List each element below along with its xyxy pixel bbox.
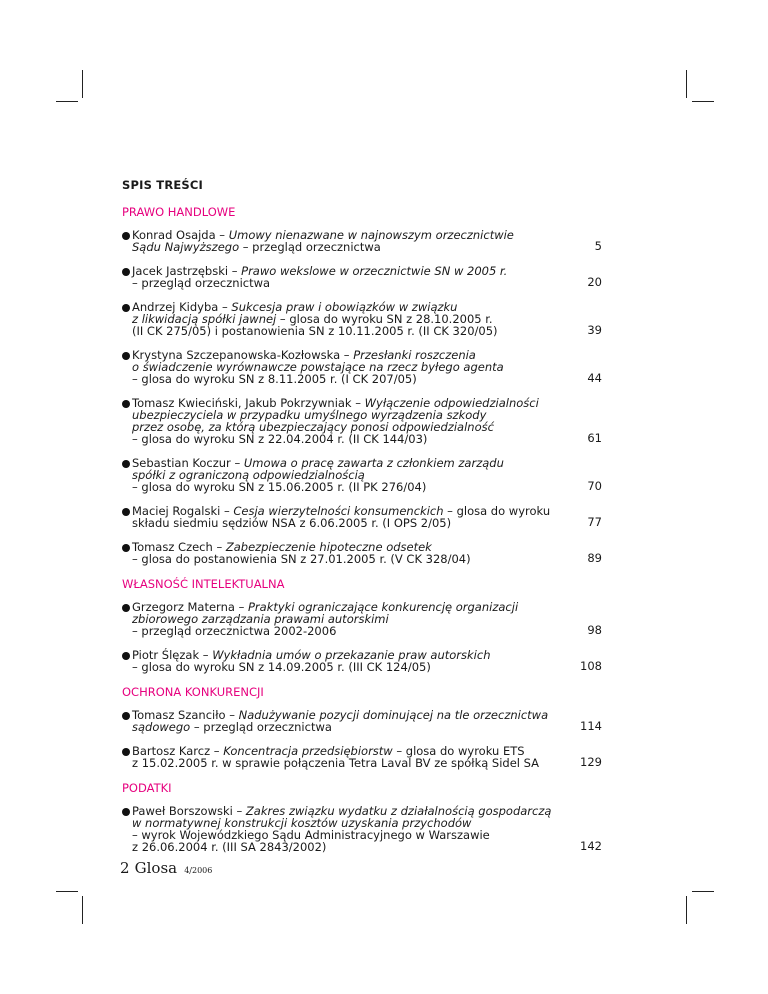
entry-title: Prawo wekslowe w orzecznictwie SN w 2005 r. — [241, 264, 508, 278]
entry-text — [122, 349, 572, 385]
entry-title: w normatywnej konstrukcji kosztów uzyskania przychodów — [132, 816, 472, 830]
entry-title: Zakres związku wydatku z działalnością gospodarczą — [245, 804, 552, 818]
entry-title: przez osobę, za którą ubezpieczający ponosi odpowiedzialność — [132, 420, 494, 434]
entry-text — [122, 229, 572, 253]
entry-text — [122, 457, 572, 493]
bullet-icon — [122, 352, 130, 360]
entry-line — [132, 841, 572, 853]
entry-text — [122, 301, 572, 337]
crop-mark — [82, 896, 83, 924]
entry-page-number: 129 — [580, 755, 602, 769]
section-title: WŁASNOŚĆ INTELEKTUALNA — [122, 577, 285, 591]
toc-entry[interactable] — [122, 541, 602, 565]
crop-mark — [686, 70, 687, 98]
entry-title: Przesłanki roszczenia — [353, 348, 476, 362]
entry-title: o świadczenie wyrównawcze powstające na rzecz byłego agenta — [132, 360, 504, 374]
entry-author: Tomasz Czech – — [132, 540, 226, 554]
entry-author: Maciej Rogalski – — [132, 504, 234, 518]
entry-rest: z 26.06.2004 r. (III SA 2843/2002) — [132, 840, 327, 854]
entry-rest: – glosa do wyroku SN z 8.11.2005 r. (I CK 207/05) — [132, 372, 417, 386]
toc-title: SPIS TREŚCI — [122, 178, 204, 192]
entry-rest: – glosa do postanowienia SN z 27.01.2005 r. (V CK 328/04) — [132, 552, 471, 566]
bullet-icon — [122, 604, 130, 612]
entry-rest: – glosa do wyroku SN z 15.06.2005 r. (II PK 276/04) — [132, 480, 427, 494]
entry-text — [122, 709, 572, 733]
entry-author: Bartosz Karcz – — [132, 744, 224, 758]
entry-title: Sukcesja praw i obowiązków w związku — [231, 300, 458, 314]
bullet-icon — [122, 232, 130, 240]
entry-page-number: 61 — [587, 431, 602, 445]
entry-page-number: 77 — [587, 515, 602, 529]
entry-text — [122, 397, 572, 445]
entry-title: Nadużywanie pozycji dominującej na tle orzecznictwa — [238, 708, 549, 722]
entry-title: ubezpieczyciela w przypadku umyślnego wyrządzenia szkody — [132, 408, 487, 422]
toc-entry[interactable] — [122, 805, 602, 853]
entry-author: Tomasz Kwieciński, Jakub Pokrzywniak – — [132, 396, 365, 410]
entry-line — [132, 721, 572, 733]
entry-text — [122, 505, 572, 529]
entry-rest: – przegląd orzecznictwa — [132, 276, 271, 290]
toc-entry[interactable] — [122, 265, 602, 289]
entry-rest: – glosa do wyroku ETS — [392, 744, 525, 758]
entry-rest: (II CK 275/05) i postanowienia SN z 10.11.2005 r. (II CK 320/05) — [132, 324, 498, 338]
entry-title: sądowego — [132, 720, 191, 734]
crop-mark — [56, 101, 78, 102]
entry-rest: składu siedmiu sędziów NSA z 6.06.2005 r. (I OPS 2/05) — [132, 516, 452, 530]
entry-page-number: 114 — [580, 719, 602, 733]
bullet-icon — [122, 400, 130, 408]
entry-page-number: 20 — [587, 275, 602, 289]
entry-line — [132, 517, 572, 529]
entry-page-number: 44 — [587, 371, 602, 385]
entry-author: Tomasz Szanciło – — [132, 708, 239, 722]
entry-page-number: 39 — [587, 323, 602, 337]
toc-entry[interactable] — [122, 397, 602, 445]
entry-author: Grzegorz Materna – — [132, 600, 248, 614]
toc-section — [122, 205, 602, 565]
bullet-icon — [122, 652, 130, 660]
entry-author: Piotr Ślęzak – — [132, 648, 213, 662]
entry-line — [132, 241, 572, 253]
toc-section — [122, 577, 602, 673]
entry-rest: – przegląd orzecznictwa 2002-2006 — [132, 624, 337, 638]
entry-title: Wykładnia umów o przekazanie praw autorskich — [212, 648, 491, 662]
crop-mark — [692, 101, 714, 102]
table-of-contents — [122, 178, 602, 865]
entry-title: Umowy nienazwane w najnowszym orzecznictwie — [228, 228, 514, 242]
toc-entry[interactable] — [122, 349, 602, 385]
crop-mark — [686, 896, 687, 924]
bullet-icon — [122, 712, 130, 720]
entry-title: spółki z ograniczoną odpowiedzialnością — [132, 468, 365, 482]
toc-entry[interactable] — [122, 505, 602, 529]
entry-title: Cesja wierzytelności konsumenckich — [233, 504, 444, 518]
footer-magazine-name: Glosa — [134, 859, 178, 877]
entry-rest: – glosa do wyroku SN z 28.10.2005 r. — [276, 312, 493, 326]
entry-line — [132, 277, 572, 289]
entry-line — [132, 661, 572, 673]
entry-rest: – przegląd orzecznictwa — [190, 720, 332, 734]
entry-title: zbiorowego zarządzania prawami autorskimi — [132, 612, 389, 626]
toc-entry[interactable] — [122, 649, 602, 673]
entry-author: Andrzej Kidyba – — [132, 300, 232, 314]
entry-page-number: 89 — [587, 551, 602, 565]
entry-title: Zabezpieczenie hipoteczne odsetek — [225, 540, 432, 554]
entry-line — [132, 481, 572, 493]
toc-entry[interactable] — [122, 745, 602, 769]
entry-title: Umowa o pracę zawarta z członkiem zarządu — [243, 456, 504, 470]
entry-text — [122, 601, 572, 637]
toc-entry[interactable] — [122, 301, 602, 337]
toc-entry[interactable] — [122, 601, 602, 637]
entry-text — [122, 541, 572, 565]
entry-page-number: 98 — [587, 623, 602, 637]
section-title: PODATKI — [122, 781, 172, 795]
toc-section — [122, 781, 602, 853]
bullet-icon — [122, 268, 130, 276]
entry-text — [122, 745, 572, 769]
entry-page-number: 108 — [580, 659, 602, 673]
entry-title: z likwidacją spółki jawnej — [132, 312, 277, 326]
entry-author: Konrad Osajda – — [132, 228, 229, 242]
entry-author: Sebastian Koczur – — [132, 456, 244, 470]
entry-line — [132, 757, 572, 769]
entry-page-number: 5 — [594, 239, 602, 253]
crop-mark — [692, 891, 714, 892]
entry-rest: z 15.02.2005 r. w sprawie połączenia Tetra Laval BV ze spółką Sidel SA — [132, 756, 540, 770]
entry-title: Koncentracja przedsiębiorstw — [223, 744, 393, 758]
bullet-icon — [122, 460, 130, 468]
toc-entry[interactable] — [122, 709, 602, 733]
entry-title: Praktyki ograniczające konkurencję organizacji — [247, 600, 519, 614]
entry-text — [122, 649, 572, 673]
entry-page-number: 142 — [580, 839, 602, 853]
entry-line — [132, 553, 572, 565]
entry-line — [132, 325, 572, 337]
entry-rest: – wyrok Wojewódzkiego Sądu Administracyjnego w Warszawie — [132, 828, 490, 842]
entry-author: Krystyna Szczepanowska-Kozłowska – — [132, 348, 354, 362]
toc-entry[interactable] — [122, 229, 602, 253]
section-title: OCHRONA KONKURENCJI — [122, 685, 264, 699]
toc-entry[interactable] — [122, 457, 602, 493]
bullet-icon — [122, 544, 130, 552]
entry-rest: – glosa do wyroku — [443, 504, 551, 518]
entry-line — [132, 625, 572, 637]
footer-page-number: 2 — [120, 859, 130, 877]
toc-section — [122, 685, 602, 769]
bullet-icon — [122, 808, 130, 816]
entry-author: Jacek Jastrzębski – — [132, 264, 242, 278]
entry-rest: – glosa do wyroku SN z 14.09.2005 r. (III CK 124/05) — [132, 660, 431, 674]
entry-title: Sądu Najwyższego — [132, 240, 240, 254]
toc-sections — [122, 205, 602, 853]
page-footer — [120, 858, 212, 877]
section-title: PRAWO HANDLOWE — [122, 205, 236, 219]
entry-text — [122, 805, 572, 853]
bullet-icon — [122, 508, 130, 516]
entry-title: Wyłączenie odpowiedzialności — [364, 396, 539, 410]
entry-line — [132, 373, 572, 385]
entry-page-number: 70 — [587, 479, 602, 493]
bullet-icon — [122, 304, 130, 312]
crop-mark — [56, 891, 78, 892]
bullet-icon — [122, 748, 130, 756]
footer-issue: 4/2006 — [184, 866, 213, 875]
crop-mark — [82, 70, 83, 98]
entry-rest: – glosa do wyroku SN z 22.04.2004 r. (II CK 144/03) — [132, 432, 428, 446]
entry-rest: – przegląd orzecznictwa — [239, 240, 381, 254]
entry-text — [122, 265, 572, 289]
entry-author: Paweł Borszowski – — [132, 804, 246, 818]
entry-line — [132, 433, 572, 445]
